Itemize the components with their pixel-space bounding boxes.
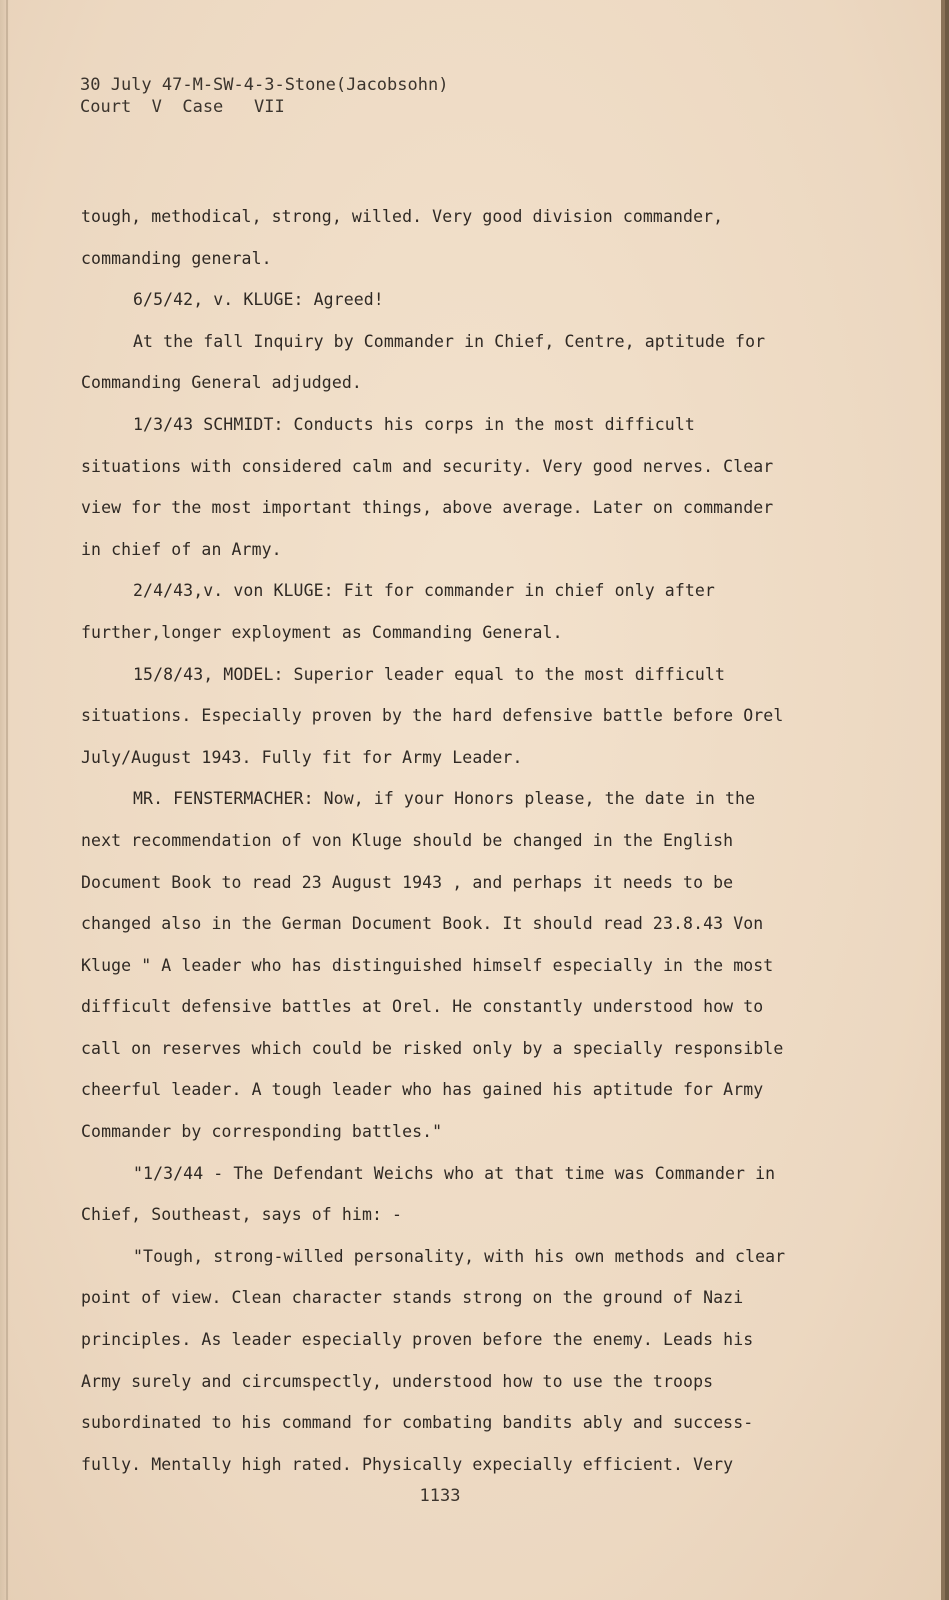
paragraph-kluge-1943: 2/4/43,v. von KLUGE: Fit for commander in chief only after further,longer exployment as Commanding General. — [81, 581, 715, 642]
paragraph-model-1943: 15/8/43, MODEL: Superior leader equal to the most difficult situations. Especially proven by the hard defensive battle before Orel July/August 1943. Fully fit for Army Leader. — [81, 664, 784, 767]
header-court-case-line: Court V Case VII — [80, 97, 285, 117]
paragraph-schmidt-1943: 1/3/43 SCHMIDT: Conducts his corps in the most difficult situations with considered calm and security. Very good nerves. Clear view for the most important things, above average. Later on commander in chief of an Army. — [81, 414, 774, 559]
page-edge-shadow — [0, 0, 10, 1600]
paragraph-continuation: tough, methodical, strong, willed. Very good division commander, commanding general. — [81, 207, 724, 268]
page-left-rule — [6, 0, 8, 1600]
paragraph-kluge-1942: 6/5/42, v. KLUGE: Agreed! — [133, 290, 384, 310]
transcript-body — [81, 196, 801, 1485]
paragraph-weichs-1944: "1/3/44 - The Defendant Weichs who at that time was Commander in Chief, Southeast, says of him: - — [81, 1163, 776, 1225]
document-header — [80, 74, 448, 118]
paragraph-weichs-quote: "Tough, strong-willed personality, with his own methods and clear point of view. Clean character stands strong on the ground of Nazi principles. As leader especially proven before the enemy. Leads his Army surely and circumspectly, understood how to use the troops subordinated to his command for combating bandits ably and success-fully. Mentally high rated. Physically expecially efficient. Very — [81, 1246, 786, 1474]
paragraph-fall-inquiry: At the fall Inquiry by Commander in Chief, Centre, aptitude for Commanding General adjudged. — [81, 331, 766, 393]
page-number: 1133 — [419, 1486, 461, 1506]
header-reference-line: 30 July 47-M-SW-4-3-Stone(Jacobsohn) — [80, 75, 449, 95]
paragraph-fenstermacher: MR. FENSTERMACHER: Now, if your Honors please, the date in the next recommendation of von Kluge should be changed in the English Document Book to read 23 August 1943 , and perhaps it needs to be changed also in the German Document Book. It should read 23.8.43 Von Kluge " A leader who has distinguished himself especially in the most difficult defensive battles at Orel. He constantly understood how to call on reserves which could be risked only by a specially responsible cheerful leader. A tough leader who has gained his aptitude for Army Commander by corresponding battles." — [81, 789, 784, 1142]
